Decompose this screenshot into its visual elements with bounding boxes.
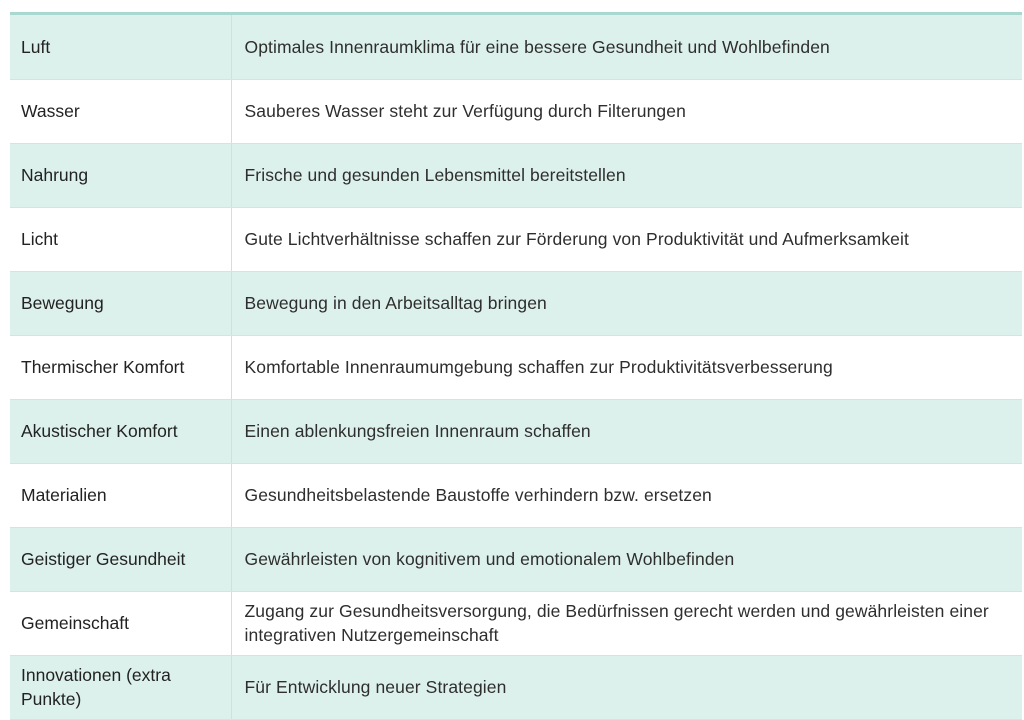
table-row xyxy=(10,399,1022,463)
table-row xyxy=(10,207,1022,271)
criteria-table-container xyxy=(10,12,1022,720)
criterion-description: Sauberes Wasser steht zur Verfügung durch Filterungen xyxy=(231,79,1022,143)
criterion-description: Frische und gesunden Lebensmittel bereitstellen xyxy=(231,143,1022,207)
table-row xyxy=(10,143,1022,207)
criterion-description: Für Entwicklung neuer Strategien xyxy=(231,655,1022,719)
criterion-description: Gute Lichtverhältnisse schaffen zur Förderung von Produktivität und Aufmerksamkeit xyxy=(231,207,1022,271)
table-row xyxy=(10,463,1022,527)
criteria-table xyxy=(10,15,1022,720)
criterion-name: Materialien xyxy=(10,463,231,527)
criterion-description: Gesundheitsbelastende Baustoffe verhindern bzw. ersetzen xyxy=(231,463,1022,527)
criterion-description: Komfortable Innenraumumgebung schaffen zur Produktivitätsverbesserung xyxy=(231,335,1022,399)
criterion-description: Zugang zur Gesundheitsversorgung, die Bedürfnissen gerecht werden und gewährleisten einer integrativen Nutzergemeinschaft xyxy=(231,591,1022,655)
table-row xyxy=(10,591,1022,655)
criterion-name: Thermischer Komfort xyxy=(10,335,231,399)
table-row xyxy=(10,527,1022,591)
table-row xyxy=(10,79,1022,143)
criterion-name: Luft xyxy=(10,15,231,79)
criterion-name: Akustischer Komfort xyxy=(10,399,231,463)
criterion-name: Licht xyxy=(10,207,231,271)
table-row xyxy=(10,271,1022,335)
criterion-description: Gewährleisten von kognitivem und emotionalem Wohlbefinden xyxy=(231,527,1022,591)
criterion-name: Innovationen (extra Punkte) xyxy=(10,655,231,719)
criterion-description: Bewegung in den Arbeitsalltag bringen xyxy=(231,271,1022,335)
table-row xyxy=(10,15,1022,79)
criterion-name: Bewegung xyxy=(10,271,231,335)
table-row xyxy=(10,655,1022,719)
table-row xyxy=(10,335,1022,399)
criterion-name: Wasser xyxy=(10,79,231,143)
criterion-description: Optimales Innenraumklima für eine bessere Gesundheit und Wohlbefinden xyxy=(231,15,1022,79)
criterion-description: Einen ablenkungsfreien Innenraum schaffen xyxy=(231,399,1022,463)
criterion-name: Geistiger Gesundheit xyxy=(10,527,231,591)
criterion-name: Gemeinschaft xyxy=(10,591,231,655)
criterion-name: Nahrung xyxy=(10,143,231,207)
